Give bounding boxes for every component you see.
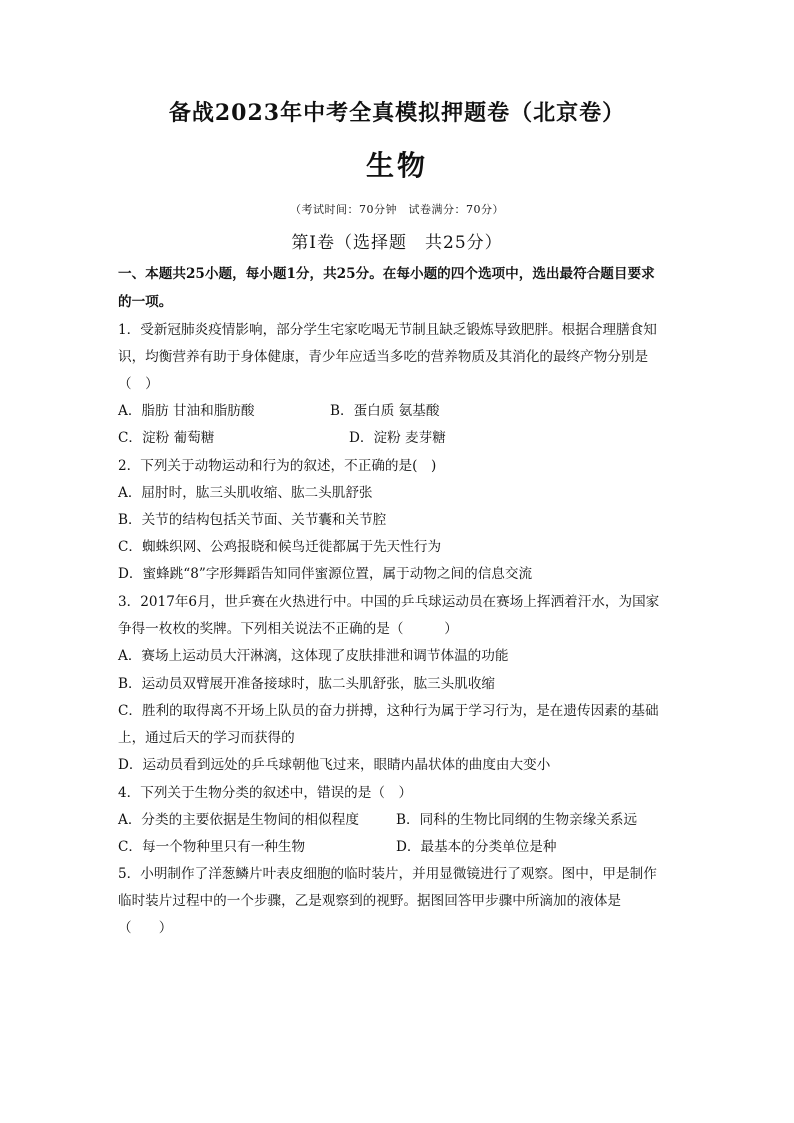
instructions-line-1: 一、本题共25小题，每小题1分，共25分。在每小题的四个选项中，选出最符合题目要求 — [118, 266, 655, 282]
question-2-option-b: B．关节的结构包括关节面、关节囊和关节腔 — [118, 512, 387, 528]
question-2-option-c: C．蜘蛛织网、公鸡报晓和候鸟迁徙都属于先天性行为 — [118, 539, 442, 555]
exam-time-info: （考试时间：70分钟 试卷满分：70分） — [290, 203, 504, 216]
question-1-option-a: A．脂肪 甘油和脂肪酸 — [118, 403, 255, 419]
question-2-option-a: A．屈肘时，肱三头肌收缩、肱二头肌舒张 — [118, 485, 373, 501]
section-heading: 第Ⅰ卷（选择题 共25分） — [291, 233, 503, 253]
question-2-option-d: D．蜜蜂跳“8”字形舞蹈告知同伴蜜源位置，属于动物之间的信息交流 — [118, 566, 533, 582]
question-3-option-c-line-1: C．胜利的取得离不开场上队员的奋力拼搏，这种行为属于学习行为，是在遗传因素的基础 — [118, 703, 659, 719]
exam-title: 备战2023年中考全真模拟押题卷（北京卷） — [168, 100, 626, 126]
question-4-option-c: C．每一个物种里只有一种生物 — [118, 839, 306, 855]
question-3-option-a: A．赛场上运动员大汗淋漓，这体现了皮肤排泄和调节体温的功能 — [118, 648, 509, 664]
question-3-option-d: D．运动员看到远处的乒乓球朝他飞过来，眼睛内晶状体的曲度由大变小 — [118, 757, 551, 773]
instructions-line-2: 的一项。 — [118, 294, 173, 310]
question-3-option-c-line-2: 上，通过后天的学习而获得的 — [118, 730, 295, 746]
question-1-option-d: D．淀粉 麦芽糖 — [349, 430, 446, 446]
question-5-line-3: （ ） — [118, 920, 173, 936]
question-1-option-b: B．蛋白质 氨基酸 — [330, 403, 440, 419]
question-4-option-d: D．最基本的分类单位是种 — [396, 839, 557, 855]
subject-title: 生物 — [365, 149, 428, 182]
question-3-line-1: 3．2017年6月，世乒赛在火热进行中。中国的乒乓球运动员在赛场上挥洒着汗水，为国家 — [118, 594, 660, 610]
question-1-line-3: （ ） — [118, 376, 159, 392]
question-4-option-a: A．分类的主要依据是生物间的相似程度 — [118, 812, 359, 828]
question-1-line-2: 识，均衡营养有助于身体健康，青少年应适当多吃的营养物质及其消化的最终产物分别是 — [118, 349, 649, 365]
question-4-line-1: 4．下列关于生物分类的叙述中，错误的是（ ） — [118, 785, 413, 801]
question-5-line-1: 5．小明制作了洋葱鳞片叶表皮细胞的临时装片，并用显微镜进行了观察。图中，甲是制作 — [118, 866, 657, 882]
question-4-option-b: B．同科的生物比同纲的生物亲缘关系远 — [396, 812, 638, 828]
question-3-line-2: 争得一枚枚的奖牌。下列相关说法不正确的是（ ） — [118, 621, 458, 637]
question-3-option-b: B．运动员双臂展开准备接球时，肱二头肌舒张，肱三头肌收缩 — [118, 676, 496, 692]
question-1-option-c: C．淀粉 葡萄糖 — [118, 430, 215, 446]
question-2-line-1: 2．下列关于动物运动和行为的叙述，不正确的是( ) — [118, 458, 437, 474]
question-1-line-1: 1．受新冠肺炎疫情影响，部分学生宅家吃喝无节制且缺乏锻炼导致肥胖。根据合理膳食知 — [118, 322, 657, 338]
question-5-line-2: 临时装片过程中的一个步骤，乙是观察到的视野。据图回答甲步骤中所滴加的液体是 — [118, 893, 621, 909]
